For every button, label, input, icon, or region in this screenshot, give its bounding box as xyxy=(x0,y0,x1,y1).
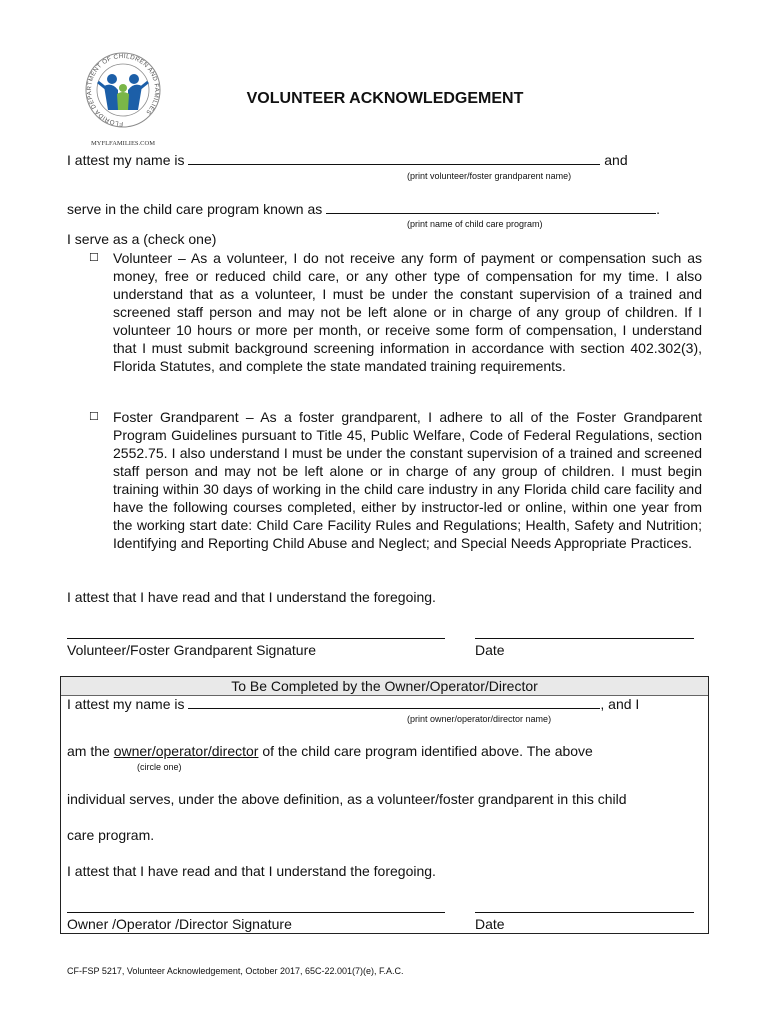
volunteer-checkbox[interactable]: ☐ xyxy=(89,252,99,264)
volunteer-date-line[interactable] xyxy=(475,638,694,639)
owner-name-row xyxy=(67,696,639,712)
role-options[interactable]: owner/operator/director xyxy=(113,743,259,759)
volunteer-date-label: Date xyxy=(475,642,505,658)
attest-suffix: and xyxy=(604,152,628,168)
program-name-caption: (print name of child care program) xyxy=(407,219,543,229)
page-title: VOLUNTEER ACKNOWLEDGEMENT xyxy=(246,90,524,107)
volunteer-attest-read: I attest that I have read and that I understand the foregoing. xyxy=(67,589,436,605)
owner-date-label: Date xyxy=(475,916,505,932)
logo-url: MYFLFAMILIES.COM xyxy=(91,140,155,147)
volunteer-option-text: Volunteer – As a volunteer, I do not receive any form of payment or compensation such as money, free or reduced child care, or any other type of compensation for my time. I also understand that as a volunteer, I must be under the constant supervision of a trained and screened staff person and may not be left alone or in charge of any group of children. If I volunteer 10 hours or more per month, or receive some form of compensation, I understand that I must submit background screening information in accordance with section 402.302(3), Florida Statutes, and complete the state mandated training requirements. xyxy=(113,250,702,374)
program-row xyxy=(67,201,660,217)
owner-attest-prefix: I attest my name is xyxy=(67,696,185,712)
volunteer-signature-label: Volunteer/Foster Grandparent Signature xyxy=(67,642,317,658)
owner-name-caption: (print owner/operator/director name) xyxy=(407,714,552,724)
foster-grandparent-option-text: Foster Grandparent – As a foster grandparent, I adhere to all of the Foster Grandparent Program Guidelines pursuant to Title 45, Public Welfare, Code of Federal Regulations, section 2552.75. I also understand I must be under the constant supervision of a trained and screened staff person and may not be left alone or in charge of any group of children. I must begin training within 30 days of working in the child care industry in any Florida child care facility and have the following courses completed, either by instructor-led or online, within one year from the working start date: Child Care Facility Rules and Regulations; Health, Safety and Nutrition; Identifying and Reporting Child Abuse and Neglect; and Special Needs Appropriate Practices. xyxy=(113,409,702,551)
serve-suffix: . xyxy=(656,201,661,217)
role-rest: of the child care program identified above. The above xyxy=(262,743,593,759)
owner-name-field[interactable] xyxy=(188,696,600,709)
volunteer-signature-line[interactable] xyxy=(67,638,445,639)
owner-section-header: To Be Completed by the Owner/Operator/Director xyxy=(61,677,708,696)
owner-signature-label: Owner /Operator /Director Signature xyxy=(67,916,292,932)
owner-role-row xyxy=(67,743,593,759)
serve-prefix: serve in the child care program known as xyxy=(67,201,323,217)
foster-grandparent-checkbox[interactable]: ☐ xyxy=(89,411,99,423)
form-footer: CF-FSP 5217, Volunteer Acknowledgement, October 2017, 65C-22.001(7)(e), F.A.C. xyxy=(67,966,404,976)
owner-line-2: individual serves, under the above definition, as a volunteer/foster grandparent in this child xyxy=(67,791,627,807)
logo-ring-text: FLORIDA DEPARTMENT OF CHILDREN AND FAMILIES xyxy=(85,52,161,128)
volunteer-name-row xyxy=(67,152,628,168)
check-one-label: I serve as a (check one) xyxy=(67,231,217,247)
owner-attest-read: I attest that I have read and that I understand the foregoing. xyxy=(67,863,436,879)
owner-signature-line[interactable] xyxy=(67,912,445,913)
volunteer-name-caption: (print volunteer/foster grandparent name) xyxy=(407,171,572,181)
owner-date-line[interactable] xyxy=(475,912,694,913)
owner-line-3: care program. xyxy=(67,827,155,843)
volunteer-name-field[interactable] xyxy=(188,152,600,165)
owner-attest-suffix: , and I xyxy=(600,696,640,712)
attest-prefix: I attest my name is xyxy=(67,152,185,168)
program-name-field[interactable] xyxy=(326,201,656,214)
circle-one-caption: (circle one) xyxy=(137,762,182,772)
am-the: am the xyxy=(67,743,110,759)
